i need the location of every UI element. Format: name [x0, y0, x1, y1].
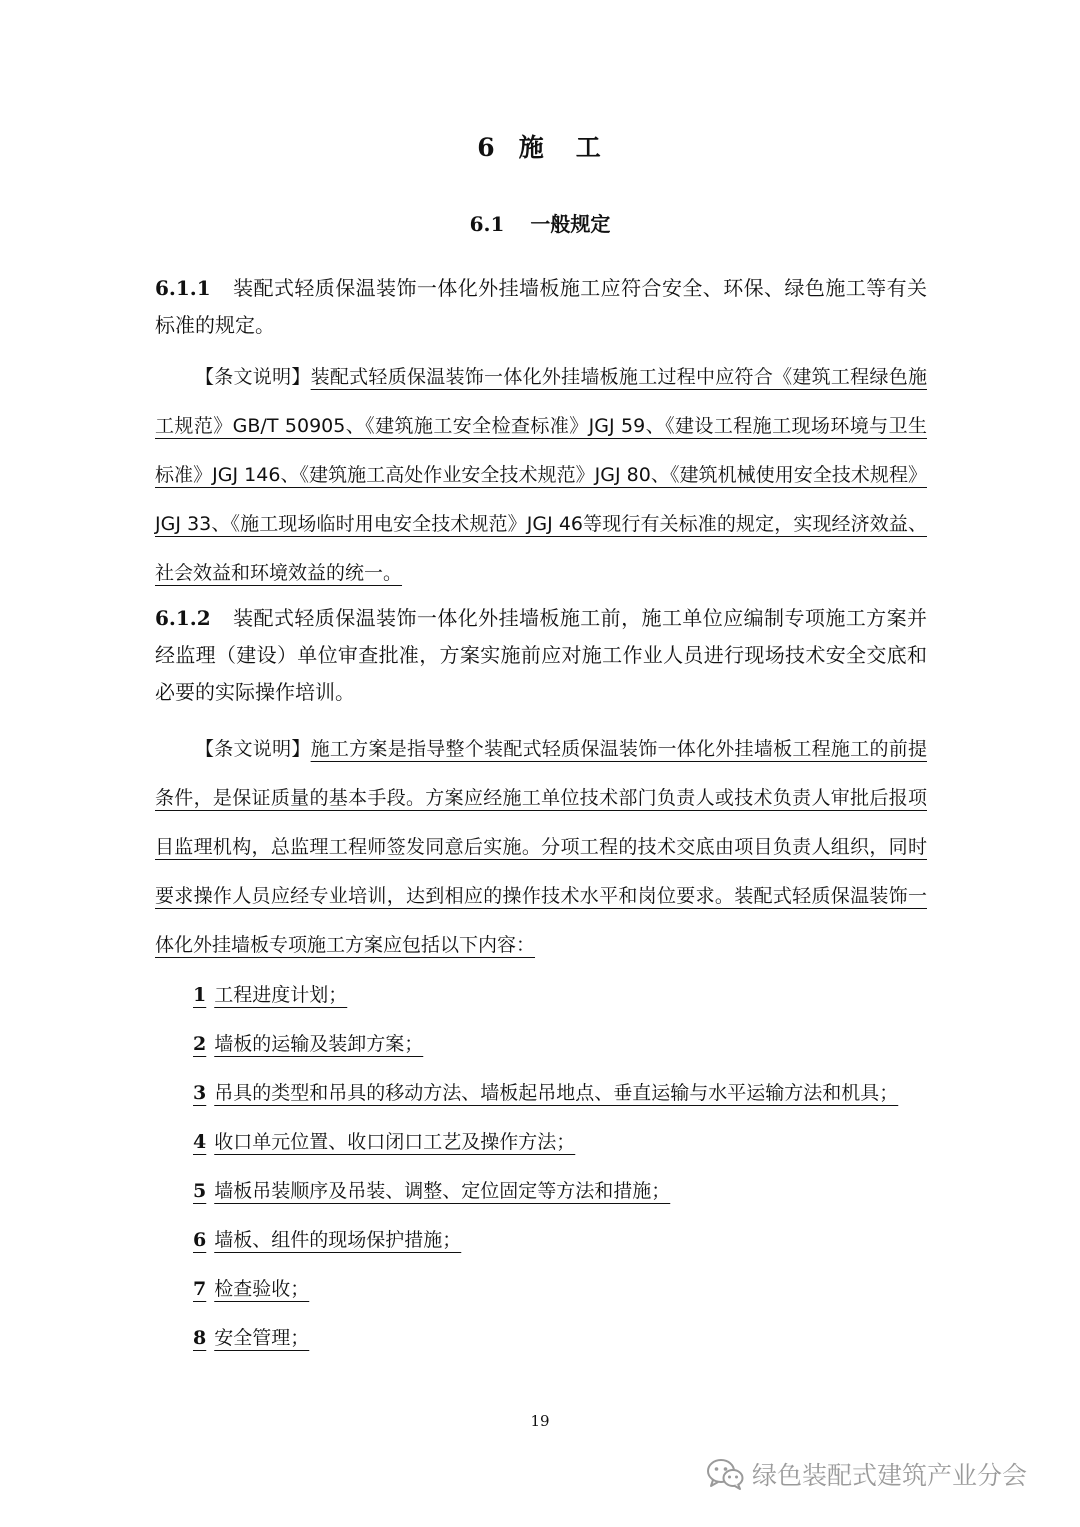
explanation-label: 【条文说明】 — [195, 366, 311, 388]
clause-6-1-2-explanation — [155, 725, 927, 970]
chapter-number: 6 — [477, 133, 497, 162]
clause-6-1-1 — [155, 270, 927, 344]
list-item: 5 墙板吊装顺序及吊装、调整、定位固定等方法和措施； — [193, 1180, 671, 1202]
chapter-title-second-char: 工 — [575, 133, 603, 162]
watermark — [706, 1456, 1027, 1492]
list-item: 2 墙板的运输及装卸方案； — [193, 1033, 424, 1055]
list-item: 1 工程进度计划； — [193, 984, 348, 1006]
clause-text: 装配式轻质保温装饰一体化外挂墙板施工应符合安全、环保、绿色施工等有关标准的规定。 — [155, 276, 927, 337]
clause-number: 6.1.2 — [155, 606, 211, 630]
clause-6-1-1-explanation — [155, 353, 927, 598]
chapter-title-first-char: 施 — [518, 133, 546, 162]
page-number: 19 — [530, 1412, 550, 1430]
list-item: 8 安全管理； — [193, 1327, 310, 1349]
construction-plan-list — [193, 975, 898, 1367]
wechat-icon — [706, 1458, 744, 1490]
clause-number: 6.1.1 — [155, 276, 211, 300]
explanation-text: 装配式轻质保温装饰一体化外挂墙板施工过程中应符合《建筑工程绿色施工规范》GB/T 50905、《建筑施工安全检查标准》JGJ 59、《建设工程施工现场环境与卫生标准》JGJ 146、《建筑施工高处作业安全技术规范》JGJ 80、《建筑机械使用安全技术规程》JGJ 33、《施工现场临时用电安全技术规范》JGJ 46等现行有关标准的规定，实现经济效益、社会效益和环境效益的统一。 — [155, 366, 927, 584]
section-title-text: 一般规定 — [530, 212, 611, 236]
watermark-text: 绿色装配式建筑产业分会 — [752, 1461, 1028, 1490]
explanation-text: 施工方案是指导整个装配式轻质保温装饰一体化外挂墙板工程施工的前提条件，是保证质量的基本手段。方案应经施工单位技术部门负责人或技术负责人审批后报项目监理机构，总监理工程师签发同意后实施。分项工程的技术交底由项目负责人组织，同时要求操作人员应经专业培训，达到相应的操作技术水平和岗位要求。装配式轻质保温装饰一体化外挂墙板专项施工方案应包括以下内容： — [155, 738, 927, 956]
clause-6-1-2 — [155, 600, 927, 711]
section-title — [0, 208, 1080, 237]
list-item: 4 收口单元位置、收口闭口工艺及操作方法； — [193, 1131, 576, 1153]
section-number: 6.1 — [469, 212, 505, 236]
explanation-label: 【条文说明】 — [195, 738, 311, 760]
list-item: 3 吊具的类型和吊具的移动方法、墙板起吊地点、垂直运输与水平运输方法和机具； — [193, 1082, 899, 1104]
chapter-title — [0, 128, 1080, 164]
list-item: 7 检查验收； — [193, 1278, 310, 1300]
list-item: 6 墙板、组件的现场保护措施； — [193, 1229, 462, 1251]
clause-text: 装配式轻质保温装饰一体化外挂墙板施工前，施工单位应编制专项施工方案并经监理（建设）单位审查批准，方案实施前应对施工作业人员进行现场技术安全交底和必要的实际操作培训。 — [155, 606, 927, 704]
